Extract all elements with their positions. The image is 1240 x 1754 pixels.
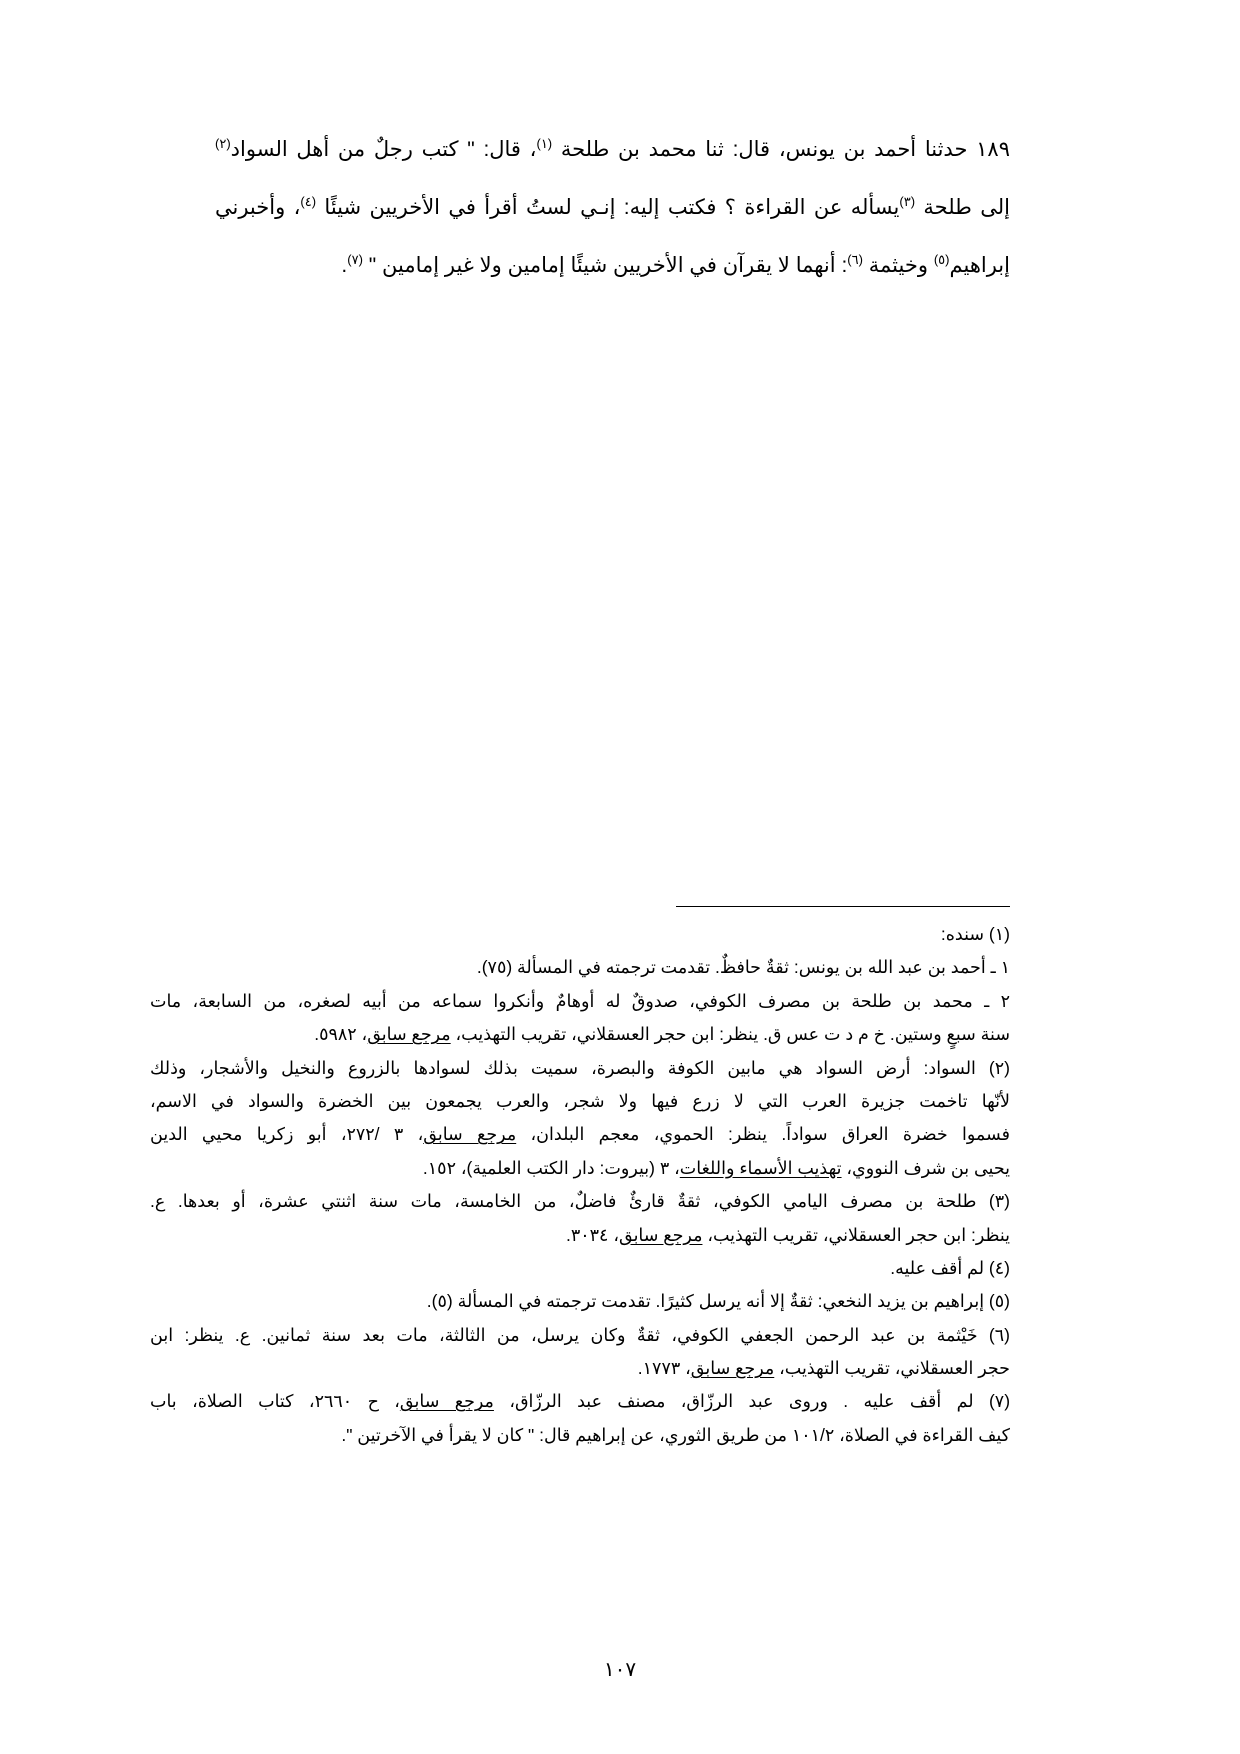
text-segment: (٣) طلحة بن مصرف اليامي الكوفي، ثقةٌ قارئٌ فاضلٌ، من الخامسة، مات سنة اثنتي عشرة، أو بعدها. ع. <box>150 1191 1010 1212</box>
text-line <box>215 128 1010 186</box>
text-segment: ، ح ٢٦٦٠، كتاب الصلاة، باب <box>150 1391 400 1412</box>
text-segment: فسموا خضرة العراق سواداً. ينظر: الحموي، معجم البلدان، <box>516 1124 1011 1145</box>
footnote-line <box>150 1052 1010 1085</box>
footnote-line <box>150 1018 1010 1051</box>
reference-underlined: مرجع سابق <box>367 1024 451 1045</box>
footnotes <box>150 918 1010 1452</box>
text-segment: (١) سنده: <box>940 924 1010 944</box>
text-segment: ، ٣٠٣٤. <box>565 1224 619 1245</box>
main-text <box>215 128 1010 302</box>
footnote-marker: (١) <box>536 136 553 151</box>
text-segment: ، ٥٩٨٢. <box>314 1024 368 1045</box>
footnote-marker: (٣) <box>899 194 916 209</box>
footnote-marker: (٢) <box>215 136 231 151</box>
text-line <box>215 244 1010 302</box>
reference-underlined: تهذيب الأسماء واللغات <box>679 1157 842 1178</box>
footnote-line <box>150 951 1010 984</box>
text-segment: يسأله عن القراءة ؟ فكتب إليه: إنـي لستُ أقرأ في الأخريين شيئًا <box>316 196 900 219</box>
footnote-marker: (٧) <box>347 252 363 267</box>
footnote-marker: (٤) <box>300 194 317 209</box>
text-segment: (٥) إبراهيم بن يزيد النخعي: ثقةٌ إلا أنه يرسل كثيرًا. تقدمت ترجمته في المسألة (٥). <box>426 1291 1010 1312</box>
footnote-line <box>150 1085 1010 1118</box>
text-segment: ١٨٩ حدثنا أحمد بن يونس، قال: ثنا محمد بن طلحة <box>552 138 1010 161</box>
text-segment: (٧) لم أقف عليه . وروى عبد الرزّاق، مصنف عبد الرزّاق، <box>493 1391 1011 1412</box>
reference-underlined: مرجع سابق <box>690 1358 775 1379</box>
text-line <box>215 186 1010 244</box>
page-number: ١٠٧ <box>603 1659 637 1681</box>
footnote-line <box>150 1185 1010 1218</box>
text-segment: ، ٣ /٢٧٢، أبو زكريا محيي الدين <box>150 1124 424 1145</box>
reference-underlined: مرجع سابق <box>423 1124 517 1145</box>
text-segment: (٤) لم أقف عليه. <box>890 1257 1010 1278</box>
footnote-line <box>150 1419 1010 1452</box>
text-segment: ، وأخبرني <box>215 196 301 219</box>
text-segment: ، قال: " كتب رجلٌ من أهل السواد <box>230 138 537 161</box>
text-segment: : أنهما لا يقرآن في الأخريين شيئًا إمامين ولا غير إمامين " <box>362 254 848 277</box>
text-segment: وخيثمة <box>862 254 934 277</box>
text-segment: (٦) خَيْثمة بن عبد الرحمن الجعفي الكوفي، ثقةٌ وكان يرسل، من الثالثة، مات بعد سنة ثمانين. ع. ينظر: ابن <box>150 1324 1010 1345</box>
text-segment: . <box>341 254 348 277</box>
text-segment: ١ ـ أحمد بن عبد الله بن يونس: ثقةٌ حافظٌ. تقدمت ترجمته في المسألة (٧٥). <box>476 957 1010 978</box>
reference-underlined: مرجع سابق <box>618 1224 703 1245</box>
footnote-marker: (٦) <box>847 252 863 267</box>
footnote-line <box>150 1219 1010 1252</box>
text-segment: سنة سبعٍ وستين. خ م د ت عس ق. ينظر: ابن حجر العسقلاني، تقريب التهذيب، <box>450 1024 1010 1045</box>
footnote-line <box>150 985 1010 1018</box>
text-segment: إلى طلحة <box>915 196 1011 219</box>
text-segment: (٢) السواد: أرض السواد هي مابين الكوفة والبصرة، سميت بذلك لسوادها بالزروع والنخيل والأشجار، وذلك <box>150 1057 1010 1078</box>
text-segment: إبراهيم <box>949 254 1010 277</box>
text-segment: ٢ ـ محمد بن طلحة بن مصرف الكوفي، صدوقٌ له أوهامٌ وأنكروا سماعه من أبيه لصغره، من السابعة، مات <box>150 990 1010 1011</box>
text-segment: كيف القراءة في الصلاة، ١٠١/٢ من طريق الثوري، عن إبراهيم قال: " كان لا يقرأ في الآخرتين ". <box>341 1424 1010 1445</box>
footnote-separator <box>676 906 1010 907</box>
footnote-line <box>150 1285 1010 1318</box>
text-segment: ، ١٧٧٣. <box>637 1358 691 1379</box>
footnote-line <box>150 1252 1010 1285</box>
footnote-marker: (٥) <box>933 252 950 267</box>
footnote-line <box>150 1118 1010 1151</box>
footnote-line <box>150 1352 1010 1385</box>
footnote-line <box>150 1385 1010 1418</box>
footnote-line <box>150 1319 1010 1352</box>
text-segment: حجر العسقلاني، تقريب التهذيب، <box>774 1358 1010 1379</box>
text-segment: ينظر: ابن حجر العسقلاني، تقريب التهذيب، <box>702 1224 1010 1245</box>
footnote-line <box>150 918 1010 951</box>
text-segment: ، ٣ (بيروت: دار الكتب العلمية)، ١٥٢. <box>422 1157 680 1178</box>
text-segment: لأنّها تاخمت جزيرة العرب التي لا زرع فيها ولا شجر، والعرب يجمعون بين الخضرة والسواد في الاسم، <box>150 1090 1010 1111</box>
footnote-line <box>150 1152 1010 1185</box>
text-segment: يحيى بن شرف النووي، <box>841 1157 1010 1178</box>
reference-underlined: مرجع سابق <box>399 1391 494 1412</box>
